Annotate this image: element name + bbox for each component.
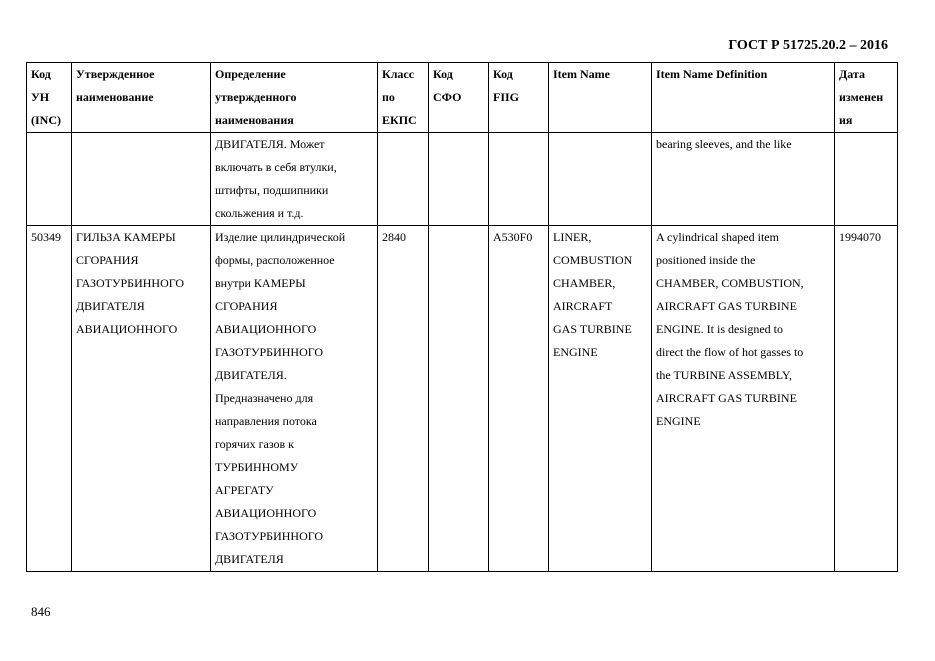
header-text-line: (INC) [31,113,61,127]
header-text-line: наименование [76,90,154,104]
approved-name-header [72,63,211,133]
catalog-table [26,62,898,572]
cell-text-line: AIRCRAFT GAS TURBINE [656,391,797,405]
page-number: 846 [31,604,51,619]
cell-text-line: CHAMBER, [553,276,616,290]
cell-text-line: скольжения и т.д. [215,206,304,220]
cell-text-line: АГРЕГАТУ [215,483,274,497]
cell-text-line: GAS TURBINE [553,322,632,336]
cell-text-line: bearing sleeves, and the like [656,137,792,151]
table-header-row [27,63,898,133]
header-text-line: Код [433,67,453,81]
cell-text-line: AIRCRAFT GAS TURBINE [656,299,797,313]
cell-text-line: ДВИГАТЕЛЯ. [215,368,287,382]
header-text-line: изменен [839,90,884,104]
item-name-definition-cell [652,133,835,226]
cell-text-line: A530F0 [493,230,533,244]
change-date-header [835,63,898,133]
name-definition-header [211,63,378,133]
cell-text-line: AIRCRAFT [553,299,613,313]
ekps-class-cell [378,226,429,572]
header-text-line: Определение [215,67,286,81]
header-text-line: Item Name Definition [656,67,768,81]
header-text-line: ия [839,113,853,127]
approved-name-cell [72,226,211,572]
cell-text-line: COMBUSTION [553,253,633,267]
approved-name-cell [72,133,211,226]
name-definition-cell [211,226,378,572]
header-text-line: Утвержденное [76,67,155,81]
table-row [27,226,898,572]
sfo-code-header [429,63,489,133]
cell-text-line: ДВИГАТЕЛЯ. Может [215,137,325,151]
table-row [27,133,898,226]
header-text-line: утвержденного [215,90,297,104]
cell-text-line: СГОРАНИЯ [76,253,139,267]
inc-code-cell [27,226,72,572]
table-body [27,133,898,572]
header-text-line: Item Name [553,67,610,81]
cell-text-line: ГАЗОТУРБИННОГО [215,345,324,359]
item-name-cell [549,133,652,226]
cell-text-line: LINER, [553,230,592,244]
cell-text-line: 1994070 [839,230,881,244]
cell-text-line: ENGINE. It is designed to [656,322,783,336]
cell-text-line: ТУРБИННОМУ [215,460,299,474]
fiig-code-header [489,63,549,133]
cell-text-line: направления потока [215,414,317,428]
cell-text-line: positioned inside the [656,253,756,267]
cell-text-line: direct the flow of hot gasses to [656,345,804,359]
item-name-definition-header [652,63,835,133]
cell-text-line: ДВИГАТЕЛЯ [215,552,284,566]
cell-text-line: АВИАЦИОННОГО [76,322,178,336]
header-text-line: ЕКПС [382,113,417,127]
header-text-line: Класс [382,67,415,81]
cell-text-line: внутри КАМЕРЫ [215,276,306,290]
fiig-code-cell [489,133,549,226]
change-date-cell [835,226,898,572]
cell-text-line: ENGINE [656,414,701,428]
cell-text-line: ДВИГАТЕЛЯ [76,299,145,313]
header-text-line: Код [31,67,51,81]
sfo-code-cell [429,226,489,572]
item-name-header [549,63,652,133]
cell-text-line: the TURBINE ASSEMBLY, [656,368,793,382]
cell-text-line: АВИАЦИОННОГО [215,322,317,336]
header-text-line: наименования [215,113,294,127]
cell-text-line: СГОРАНИЯ [215,299,278,313]
ekps-class-header [378,63,429,133]
cell-text-line: Изделие цилиндрической [215,230,346,244]
header-text-line: Код [493,67,513,81]
header-text-line: Дата [839,67,865,81]
cell-text-line: A cylindrical shaped item [656,230,779,244]
header-text-line: по [382,90,395,104]
item-name-cell [549,226,652,572]
document-standard-number: ГОСТ Р 51725.20.2 – 2016 [728,38,888,53]
header-text-line: СФО [433,90,462,104]
fiig-code-cell [489,226,549,572]
cell-text-line: ГАЗОТУРБИННОГО [76,276,185,290]
cell-text-line: ГИЛЬЗА КАМЕРЫ [76,230,176,244]
cell-text-line: АВИАЦИОННОГО [215,506,317,520]
cell-text-line: формы, расположенное [215,253,335,267]
item-name-definition-cell [652,226,835,572]
cell-text-line: 50349 [31,230,61,244]
cell-text-line: ENGINE [553,345,598,359]
inc-code-cell [27,133,72,226]
cell-text-line: ГАЗОТУРБИННОГО [215,529,324,543]
inc-code-header [27,63,72,133]
change-date-cell [835,133,898,226]
cell-text-line: штифты, подшипники [215,183,329,197]
cell-text-line: 2840 [382,230,406,244]
cell-text-line: CHAMBER, COMBUSTION, [656,276,804,290]
cell-text-line: включать в себя втулки, [215,160,337,174]
cell-text-line: горячих газов к [215,437,295,451]
sfo-code-cell [429,133,489,226]
ekps-class-cell [378,133,429,226]
cell-text-line: Предназначено для [215,391,314,405]
header-text-line: FIIG [493,90,520,104]
name-definition-cell [211,133,378,226]
header-text-line: УН [31,90,50,104]
